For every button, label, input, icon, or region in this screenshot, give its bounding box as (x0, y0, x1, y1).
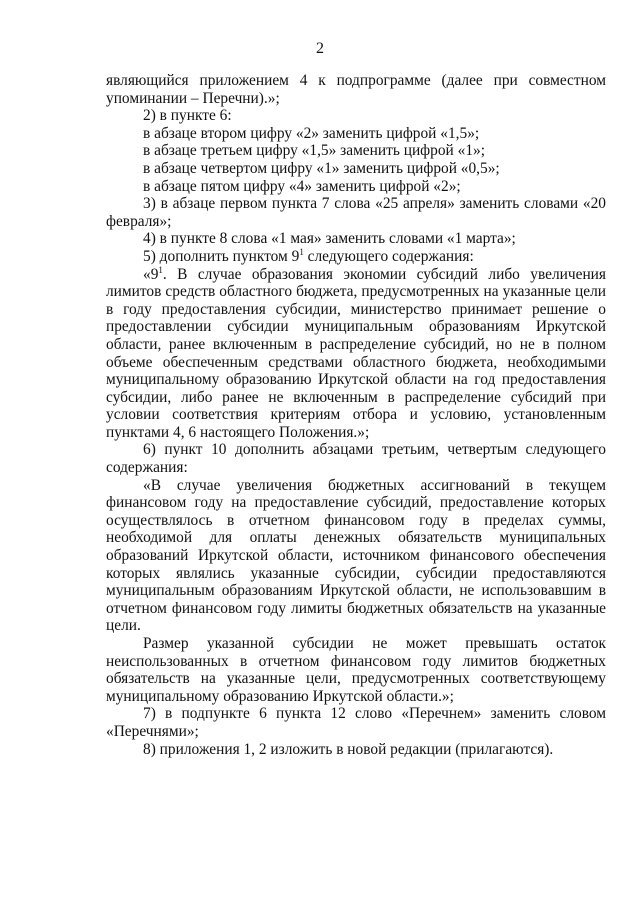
item-2: 2) в пункте 6: (143, 107, 232, 125)
item-5 (106, 248, 606, 266)
item-6-paragraph-4: Размер указанной субсидии не может превышать остаток неиспользованных в отчетном финансовом году лимитов бюджетных обязательств на указанные цели, предусмотренных соответствующему муниципальному образованию Иркутской области.»; (106, 635, 606, 705)
page-number: 2 (316, 40, 324, 57)
point-9-1-text: . В случае образования экономии субсидий либо увеличения лимитов средств областного бюджета, предусмотренных на указанные цели в году предоставления субсидии, министерство принимает решение о предоставлении субсидии муниципальным образованиям Иркутской области, ранее включенным в распределение субсидий, но не в полном объеме обеспеченным средствами областного бюджета, необходимыми муниципальному образованию Иркутской области на год предоставления субсидии, либо ранее не включенным в распределение субсидий при условии соответствия критериям отбора и условию, установленным пунктами 4, 6 настоящего Положения.»; (106, 265, 606, 441)
item-7: 7) в подпункте 6 пункта 12 слово «Перечнем» заменить словом «Перечнями»; (106, 705, 606, 740)
point-9-1-superscript: 1 (158, 264, 163, 275)
item-5-text-before: 5) дополнить пунктом 9 (143, 247, 300, 265)
item-2-subitem-a: в абзаце втором цифру «2» заменить цифрой «1,5»; (143, 124, 480, 142)
point-9-1-open: «9 (143, 265, 159, 283)
item-2-subitem-b: в абзаце третьем цифру «1,5» заменить цифрой «1»; (143, 142, 485, 160)
new-point-9-1 (106, 266, 606, 442)
item-6: 6) пункт 10 дополнить абзацами третьим, четвертым следующего содержания: (106, 441, 606, 477)
item-8: 8) приложения 1, 2 изложить в новой редакции (прилагаются). (143, 740, 554, 758)
item-4: 4) в пункте 8 слова «1 мая» заменить словами «1 марта»; (143, 230, 516, 248)
document-body (106, 72, 606, 758)
paragraph-continuation: являющийся приложением 4 к подпрограмме (далее при совместном упоминании – Перечни).»; (106, 72, 606, 107)
item-2-subitem-d: в абзаце пятом цифру «4» заменить цифрой «2»; (143, 177, 461, 195)
item-5-superscript: 1 (299, 246, 304, 257)
item-2-subitem-c: в абзаце четвертом цифру «1» заменить цифрой «0,5»; (143, 159, 500, 177)
item-3: 3) в абзаце первом пункта 7 слова «25 апреля» заменить словами «20 февраля»; (106, 195, 606, 230)
item-5-text-after: следующего содержания: (303, 247, 474, 265)
item-6-paragraph-3: «В случае увеличения бюджетных ассигнований в текущем финансовом году на предоставление субсидий, предоставление которых осуществлялось в отчетном финансовом году в пределах суммы, необходимой для оплаты денежных обязательств муниципальных образований Иркутской области, источником финансового обеспечения которых являлись указанные субсидии, субсидии предоставляются муниципальным образованиям Иркутской области, не использовавшим в отчетном финансовом году лимиты бюджетных обязательств на указанные цели. (106, 476, 606, 635)
